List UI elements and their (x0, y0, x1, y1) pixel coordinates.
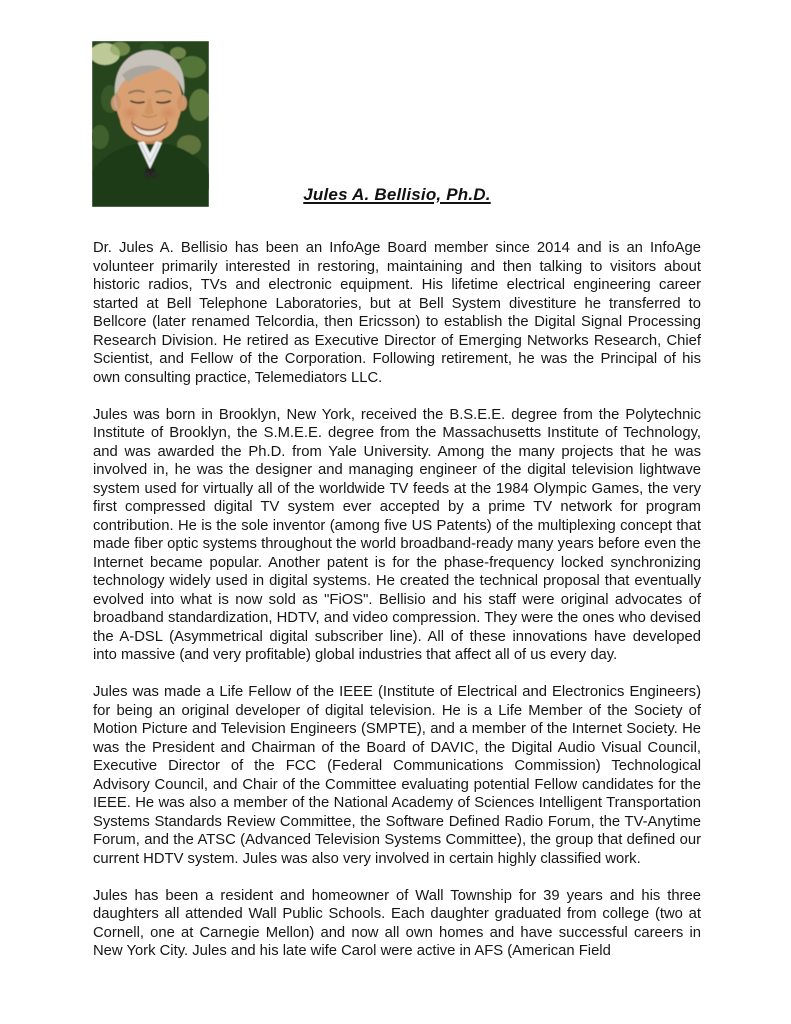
document-body (93, 239, 701, 979)
paragraph-fellowships-committees: Jules was made a Life Fellow of the IEEE (Institute of Electrical and Electronics Engineers) for being an original developer of digital television. He is a Life Member of the Society of Motion Picture and Television Engineers (SMPTE), and a member of the Internet Society. He was the President and Chairman of the Board of DAVIC, the Digital Audio Visual Council, Executive Director of the FCC (Federal Communications Commission) Technological Advisory Council, and Chair of the Committee evaluating potential Fellow candidates for the IEEE. He was also a member of the National Academy of Sciences Intelligent Transportation Systems Standards Review Committee, the Software Defined Radio Forum, the TV-Anytime Forum, and the ATSC (Advanced Television Systems Committee), the group that defined our current HDTV system. Jules was also very involved in certain highly classified work. (93, 684, 701, 867)
paragraph-family: Jules has been a resident and homeowner of Wall Township for 39 years and his three daughters all attended Wall Public Schools. Each daughter graduated from college (two at Cornell, one at Carnegie Mellon) and now all own homes and have successful careers in New York City. Jules and his late wife Carol were active in AFS (American Field (93, 887, 701, 959)
portrait-photo-image (92, 41, 209, 207)
paragraph-education-career: Jules was born in Brooklyn, New York, received the B.S.E.E. degree from the Polytechnic Institute of Brooklyn, the S.M.E.E. degree from the Massachusetts Institute of Technology, and was awarded the Ph.D. from Yale University. Among the many projects that he was involved in, he was the designer and managing engineer of the digital television lightwave system used for virtually all of the worldwide TV feeds at the 1984 Olympic Games, the very first compressed digital TV system ever accepted by a prime TV network for program contribution. He is the sole inventor (among five US Patents) of the multiplexing concept that made fiber optic systems throughout the world broadband-ready many years before even the Internet became popular. Another patent is for the phase-frequency locked synchronizing technology widely used in digital systems. He created the technical proposal that eventually evolved into what is now sold as "FiOS". Bellisio and his staff were original advocates of broadband standardization, HDTV, and video compression. They were the ones who devised the A-DSL (Asymmetrical digital subscriber line). All of these innovations have developed into massive (and very profitable) global industries that affect all of us every day. (93, 406, 701, 663)
portrait-photo (92, 41, 209, 207)
paragraph-bio-infoage: Dr. Jules A. Bellisio has been an InfoAge Board member since 2014 and is an InfoAge volunteer primarily interested in restoring, maintaining and then talking to visitors about historic radios, TVs and electronic equipment. His lifetime electrical engineering career started at Bell Telephone Laboratories, but at Bell System divestiture he transferred to Bellcore (later renamed Telcordia, then Ericsson) to establish the Digital Signal Processing Research Division. He retired as Executive Director of Emerging Networks Research, Chief Scientist, and Fellow of the Corporation. Following retirement, he was the Principal of his own consulting practice, Telemediators LLC. (93, 240, 701, 386)
page-title: Jules A. Bellisio, Ph.D. (303, 185, 491, 204)
